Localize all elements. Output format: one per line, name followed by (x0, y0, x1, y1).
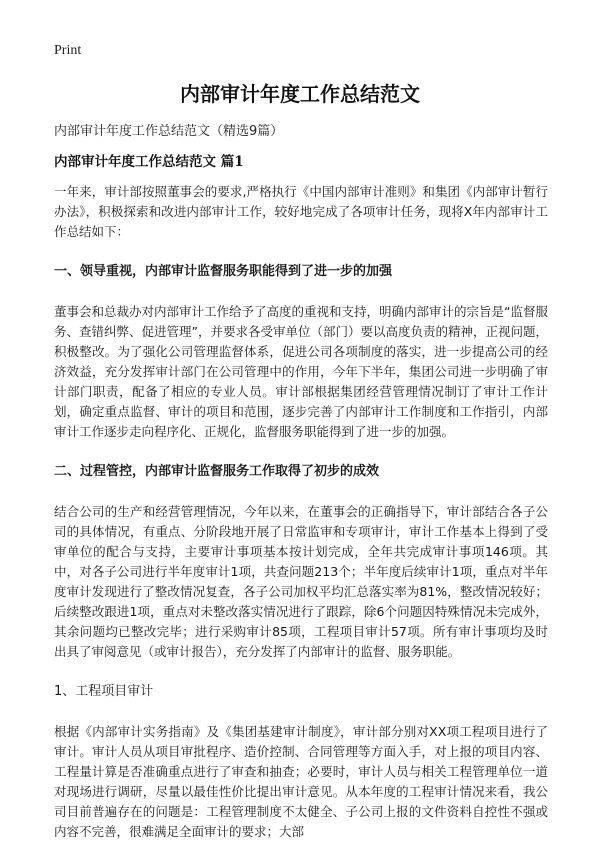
section-2-heading: 二、过程管控，内部审计监督服务工作取得了初步的成效 (54, 464, 380, 479)
document-subtitle: 内部审计年度工作总结范文（精选9篇） (54, 124, 284, 139)
section-1-heading: 一、领导重视，内部审计监督服务职能得到了进一步的加强 (54, 264, 393, 279)
document-title: 内部审计年度工作总结范文 (180, 82, 420, 106)
article-body (54, 182, 548, 862)
section-2-paragraph: 结合公司的生产和经营管理情况，今年以来，在董事会的正确指导下，审计部结合各子公司的具体情况，有重点、分阶段地开展了日常监审和专项审计，审计工作基本上得到了受审单位的配合与支持，主要审计事项基本按计划完成，全年共完成审计事项146项。其中，对各子公司进行半年度审计1项，共查问题213个；半年度后续审计1项，重点对半年度审计发现进行了整改情况复查，各子公司加权平均汇总落实率为81%，整改情况较好；后续整改跟进1项，重点对未整改落实情况进行了跟踪，除6个问题因特殊情况未完成外，其余问题均已整改完毕；进行采购审计85项，工程项目审计57项。所有审计事项均及时出具了审阅意见（或审计报告），充分发挥了内部审计的监督、服务职能。 (54, 504, 548, 659)
intro-paragraph: 一年来，审计部按照董事会的要求,严格执行《中国内部审计准则》和集团《内部审计暂行办法》，积极探索和改进内部审计工作，较好地完成了各项审计任务，现将X年内部审计工作总结如下： (54, 184, 548, 239)
print-link[interactable]: Print (54, 43, 82, 58)
section-1-paragraph: 董事会和总裁办对内部审计工作给予了高度的重视和支持，明确内部审计的宗旨是“监督服务、查错纠弊、促进管理”，并要求各受审单位（部门）要以高度负责的精神，正视问题，积极整改。为了强化公司管理监督体系，促进公司各项制度的落实，进一步提高公司的经济效益，充分发挥审计部门在公司管理中的作用，今年下半年，集团公司进一步明确了审计部门职责，配备了相应的专业人员。审计部根据集团经营管理情况制订了审计工作计划，确定重点监督、审计的项目和范围，逐步完善了内部审计工作制度和工作指引，内部审计工作逐步走向程序化、正规化，监督服务职能得到了进一步的加强。 (54, 304, 548, 439)
subsection-1-paragraph: 根据《内部审计实务指南》及《集团基建审计制度》，审计部分别对XX项工程项目进行了审计。审计人员从项目审批程序、造价控制、合同管理等方面入手，对上报的项目内容、工程量计算是否准确重点进行了审查和抽查；必要时，审计人员与相关工程管理单位一道对现场进行调研，尽量以最佳性价比提出审计意见。从本年度的工程审计情况来看，我公司目前普遍存在的问题是：工程管理制度不太健全、子公司上报的文件资料自控性不强或内容不完善，很难满足全面审计的要求；大部 (54, 724, 548, 839)
article-title: 内部审计年度工作总结范文 篇1 (54, 154, 244, 170)
subsection-1-heading: 1、工程项目审计 (54, 684, 154, 699)
